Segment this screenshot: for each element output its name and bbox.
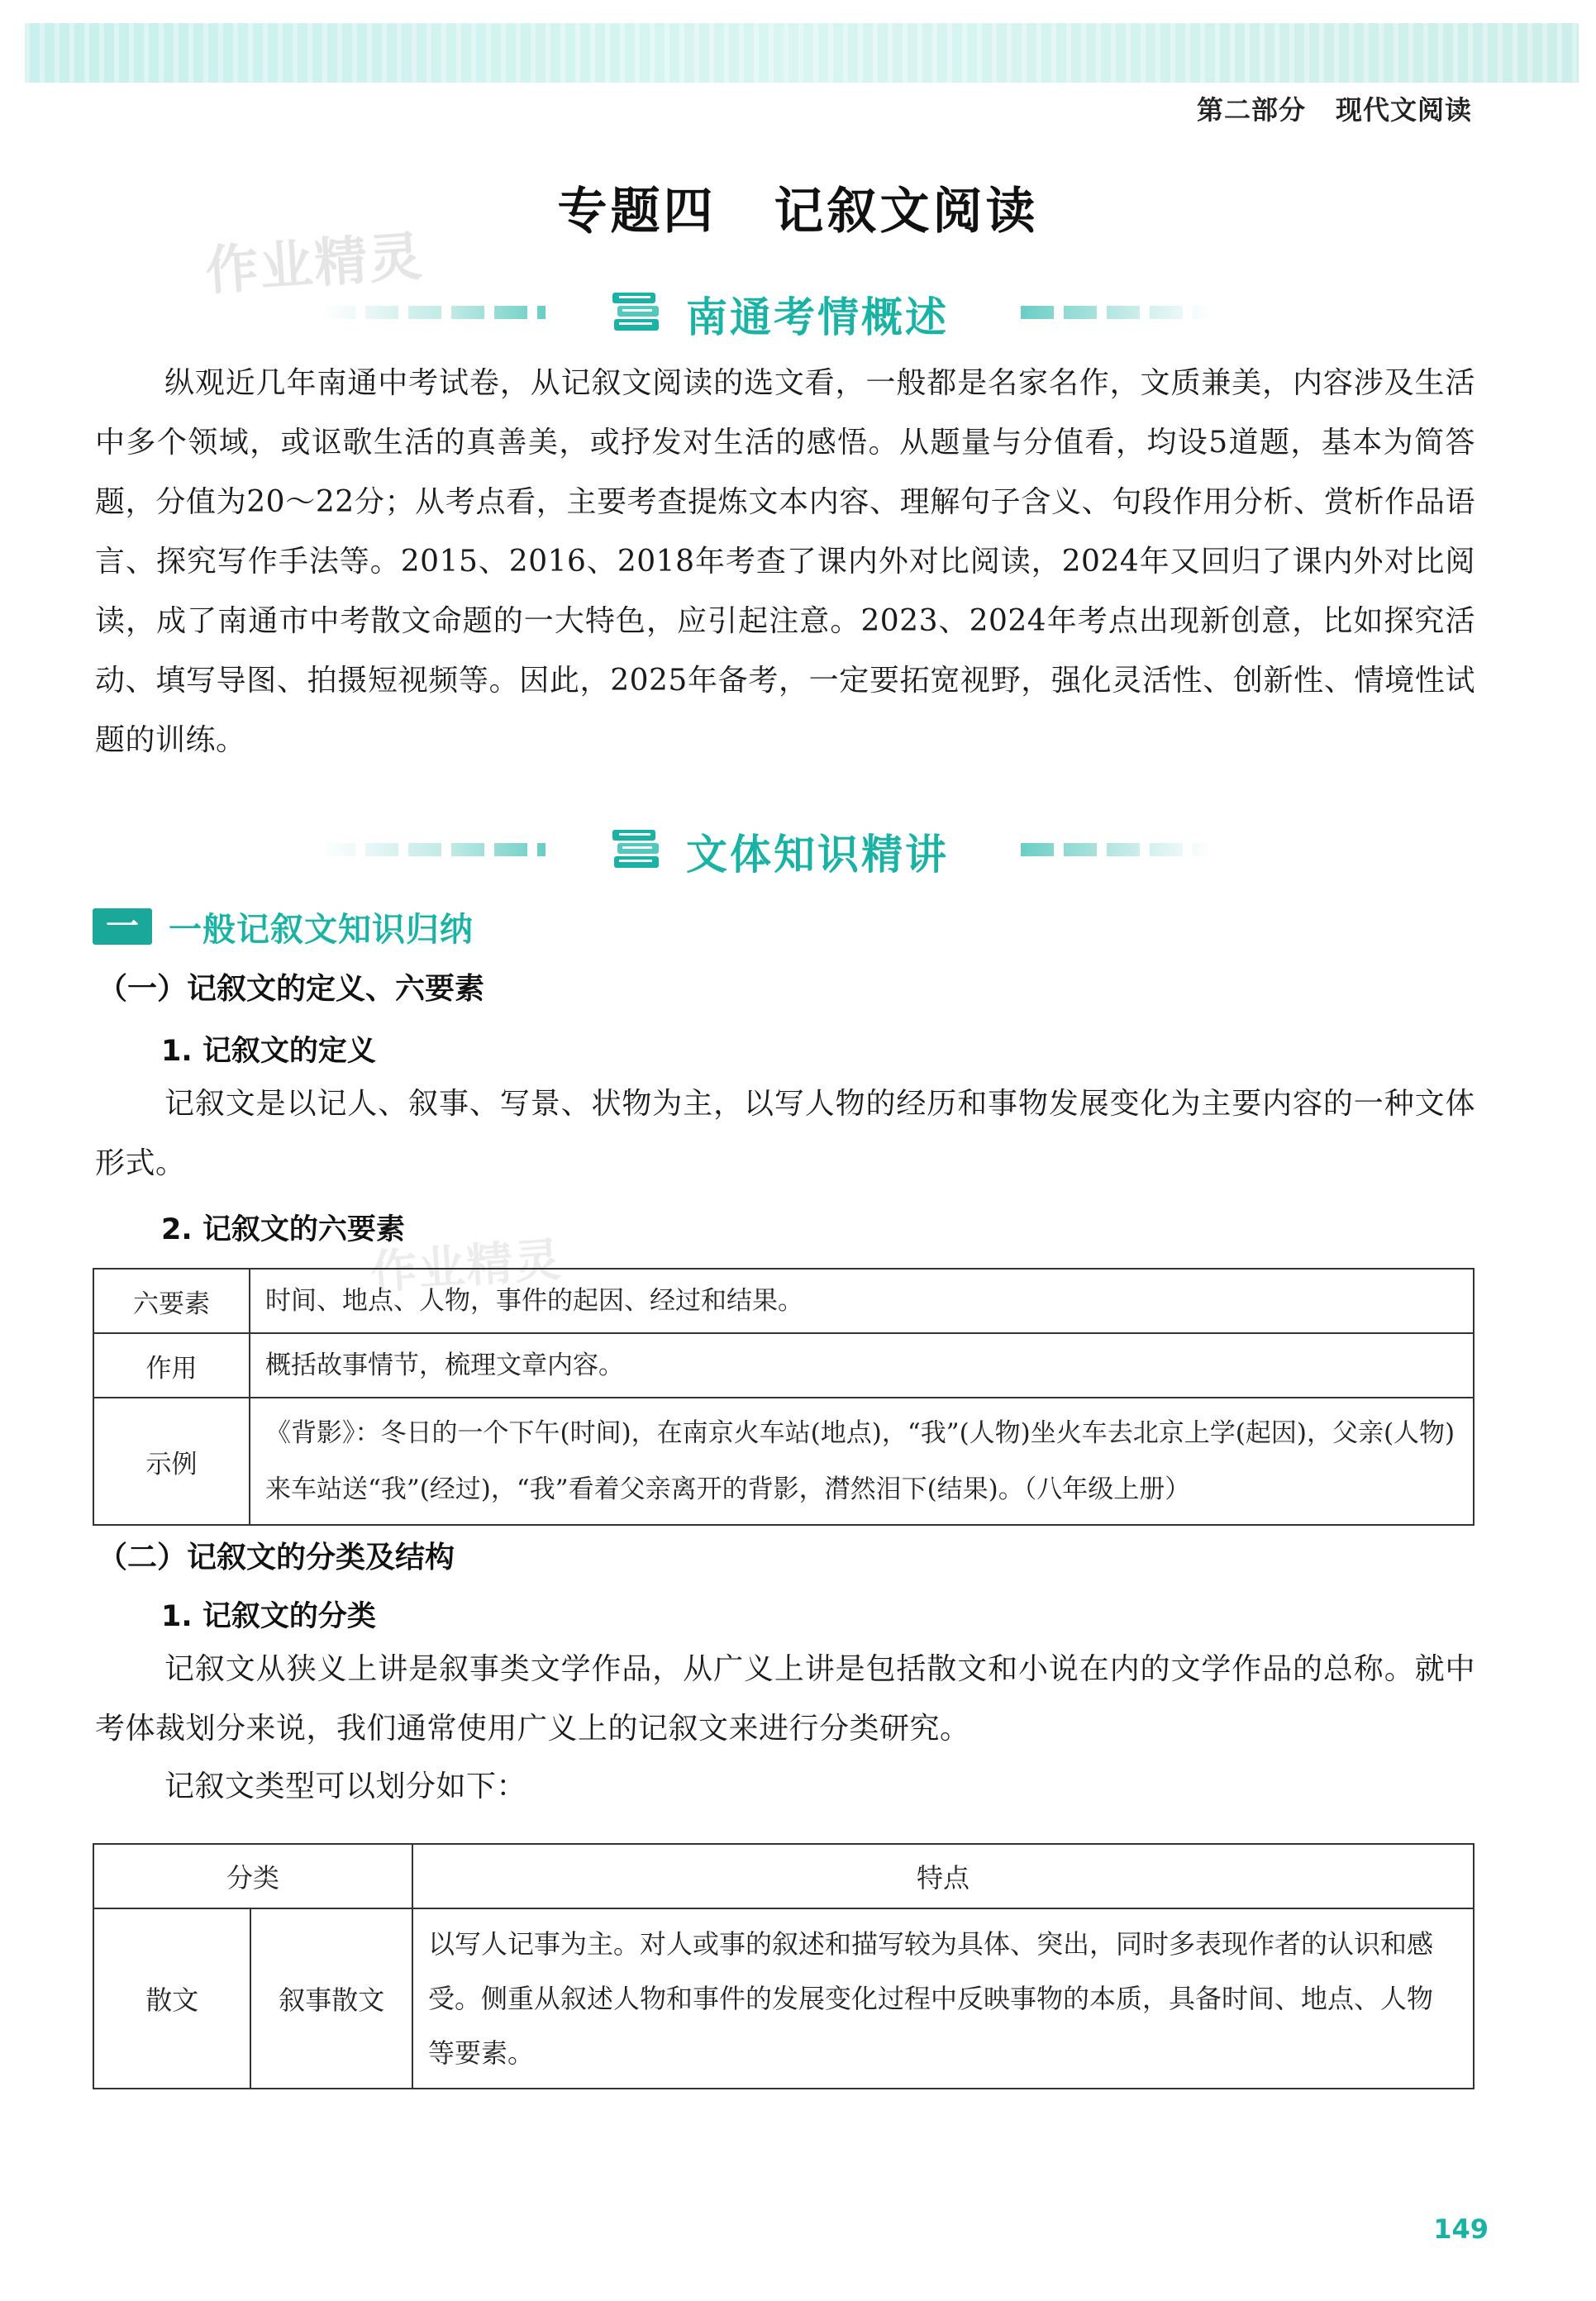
section-banner-overview [0, 278, 1596, 344]
table-key: 作用 [93, 1333, 250, 1398]
part-heading [93, 904, 474, 949]
table-row [93, 1398, 1474, 1525]
banner-stripes-right [1021, 843, 1211, 856]
table-feature: 以写人记事为主。对人或事的叙述和描写较为具体、突出，同时多表现作者的认识和感受。侧重从叙述人物和事件的发展变化过程中反映事物的本质，具备时间、地点、人物等要素。 [412, 1908, 1474, 2089]
books-icon [607, 823, 665, 874]
banner-stripes-left [322, 306, 545, 319]
table-category: 散文 [93, 1908, 250, 2089]
subsection-heading-definition: （一）记叙文的定义、六要素 [98, 972, 485, 1006]
section-title-overview: 南通考情概述 [686, 293, 949, 341]
watermark: 作业精灵 [203, 226, 426, 303]
section-title-knowledge: 文体知识精讲 [686, 831, 949, 879]
page-number: 149 [1433, 2213, 1489, 2245]
overview-paragraph: 纵观近几年南通中考试卷，从记叙文阅读的选文看，一般都是名家名作，文质兼美，内容涉及生活中多个领域，或讴歌生活的真善美，或抒发对生活的感悟。从题量与分值看，均设5道题，基本为简答题，分值为20～22分；从考点看，主要考查提炼文本内容、理解句子含义、句段作用分析、赏析作品语言、探究写作手法等。2015、2016、2018年考查了课内外对比阅读，2024年又回归了课内外对比阅读，成了南通市中考散文命题的一大特色，应引起注意。2023、2024年考点出现新创意，比如探究活动、填写导图、拍摄短视频等。因此，2025年备考，一定要拓宽视野，强化灵活性、创新性、情境性试题的训练。 [95, 366, 1475, 757]
table-key: 六要素 [93, 1269, 250, 1333]
definition-paragraph: 记叙文是以记人、叙事、写景、状物为主，以写人物的经历和事物发展变化为主要内容的一种文体形式。 [95, 1087, 1475, 1180]
item-heading-six-elements: 2. 记叙文的六要素 [161, 1213, 405, 1246]
six-elements-table [93, 1268, 1475, 1526]
section-banner-knowledge [0, 815, 1596, 881]
header-band [25, 23, 1579, 83]
subsection-heading-classification: （二）记叙文的分类及结构 [98, 1541, 455, 1574]
chapter-name: 记叙文阅读 [774, 183, 1039, 241]
item-heading-classification: 1. 记叙文的分类 [161, 1600, 376, 1633]
table-subcategory: 叙事散文 [250, 1908, 412, 2089]
table-key: 示例 [93, 1398, 250, 1525]
part-number: 一 [106, 908, 139, 946]
part-number-tag [93, 908, 152, 945]
classification-intro: 记叙文类型可以划分如下： [164, 1770, 527, 1803]
table-row [93, 1269, 1474, 1333]
table-header-row [93, 1844, 1474, 1908]
chapter-topic: 专题四 [557, 183, 717, 241]
table-value: 时间、地点、人物，事件的起因、经过和结果。 [250, 1269, 1474, 1333]
watermark: 作业精灵 [369, 1232, 565, 1301]
classification-table [93, 1843, 1475, 2089]
table-value: 概括故事情节，梳理文章内容。 [250, 1333, 1474, 1398]
table-header-category: 分类 [93, 1844, 412, 1908]
books-icon [607, 286, 665, 337]
classification-paragraph: 记叙文从狭义上讲是叙事类文学作品，从广义上讲是包括散文和小说在内的文学作品的总称。就中考体裁划分来说，我们通常使用广义上的记叙文来进行分类研究。 [95, 1652, 1475, 1746]
banner-stripes-left [322, 843, 545, 856]
table-value: 《背影》：冬日的一个下午(时间)，在南京火车站(地点)，“我”(人物)坐火车去北京上学(起因)，父亲(人物)来车站送“我”(经过)，“我”看着父亲离开的背影，潸然泪下(结果)。（八年级上册） [250, 1398, 1474, 1525]
table-row [93, 1908, 1474, 2089]
table-row [93, 1333, 1474, 1398]
item-heading-definition: 1. 记叙文的定义 [161, 1035, 376, 1068]
banner-stripes-right [1021, 306, 1211, 319]
part-title: 一般记叙文知识归纳 [169, 910, 474, 949]
header-part: 第二部分 [1196, 94, 1306, 126]
table-header-feature: 特点 [412, 1844, 1474, 1908]
running-header [1197, 89, 1472, 127]
header-section: 现代文阅读 [1335, 94, 1472, 126]
